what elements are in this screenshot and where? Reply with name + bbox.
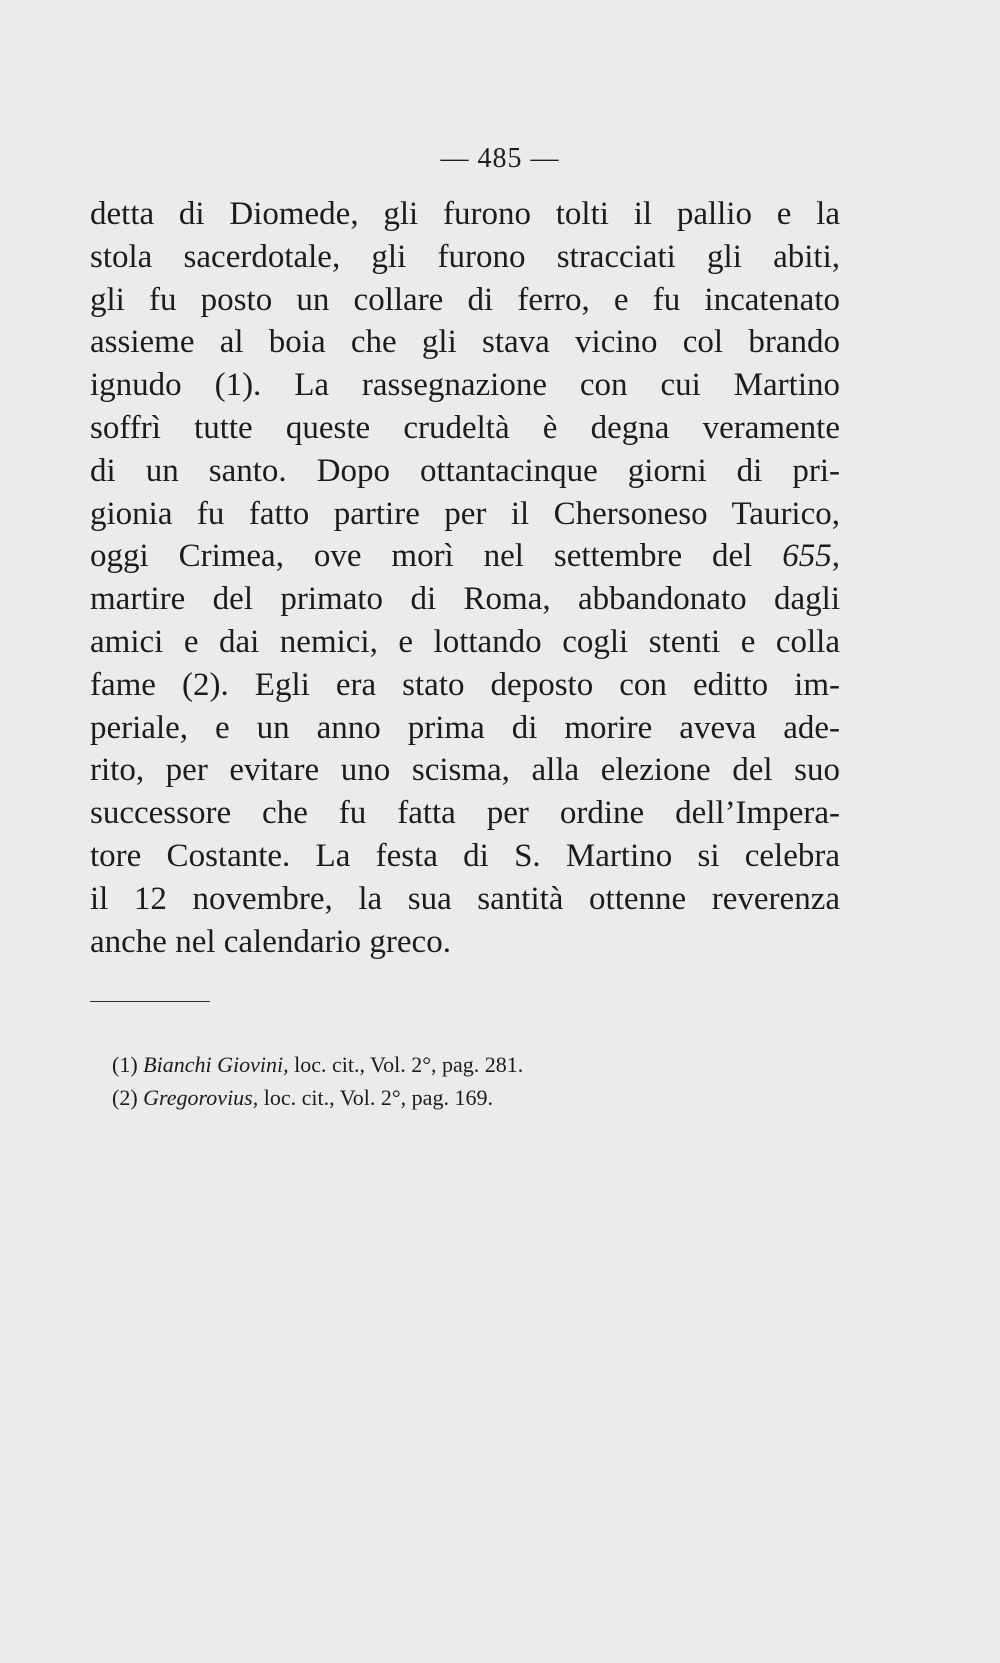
footnote-2-author: Gregorovius, xyxy=(143,1085,259,1110)
text-line-18: anche nel calendario greco. xyxy=(90,923,451,960)
text-line-3: gli fu posto un collare di ferro, e fu incatenato xyxy=(90,281,840,318)
text-line-16: tore Costante. La festa di S. Martino si celebra xyxy=(90,837,840,874)
body-text xyxy=(90,193,840,963)
footnote-2-marker: (2) xyxy=(112,1085,138,1110)
text-line-8: gionia fu fatto partire per il Chersoneso Taurico, xyxy=(90,495,840,532)
year-655: 655 xyxy=(782,538,832,575)
footnote-2-ref: loc. cit., Vol. 2°, pag. 169. xyxy=(263,1085,493,1110)
text-line-2: stola sacerdotale, gli furono stracciati gli abiti, xyxy=(90,238,840,275)
text-line-6: soffrì tutte queste crudeltà è degna veramente xyxy=(90,409,840,446)
footnote-2 xyxy=(112,1081,832,1114)
footnote-separator xyxy=(90,1001,210,1002)
text-line-11: amici e dai nemici, e lottando cogli stenti e colla xyxy=(90,623,840,660)
text-line-4: assieme al boia che gli stava vicino col brando xyxy=(90,324,840,361)
text-line-7: di un santo. Dopo ottantacinque giorni di pri- xyxy=(90,452,840,489)
page-number: — 485 — xyxy=(440,143,560,174)
footnote-1-author: Bianchi Giovini, xyxy=(143,1052,289,1077)
text-line-15: successore che fu fatta per ordine dell’Impera- xyxy=(90,795,840,832)
text-line-5: ignudo (1). La rassegnazione con cui Martino xyxy=(90,367,840,404)
footnote-1 xyxy=(112,1048,832,1081)
footnote-1-ref: loc. cit., Vol. 2°, pag. 281. xyxy=(294,1052,524,1077)
text-line-12: fame (2). Egli era stato deposto con editto im- xyxy=(90,666,840,703)
footnote-1-marker: (1) xyxy=(112,1052,138,1077)
text-line-9: oggi Crimea, ove morì nel settembre del 655, xyxy=(90,538,840,575)
text-line-17: il 12 novembre, la sua santità ottenne reverenza xyxy=(90,880,840,917)
footnotes xyxy=(112,1048,832,1114)
text-line-10: martire del primato di Roma, abbandonato dagli xyxy=(90,581,840,618)
text-line-1: detta di Diomede, gli furono tolti il pallio e la xyxy=(90,196,840,232)
text-line-13: periale, e un anno prima di morire aveva ade- xyxy=(90,709,840,746)
text-line-14: rito, per evitare uno scisma, alla elezione del suo xyxy=(90,752,840,789)
